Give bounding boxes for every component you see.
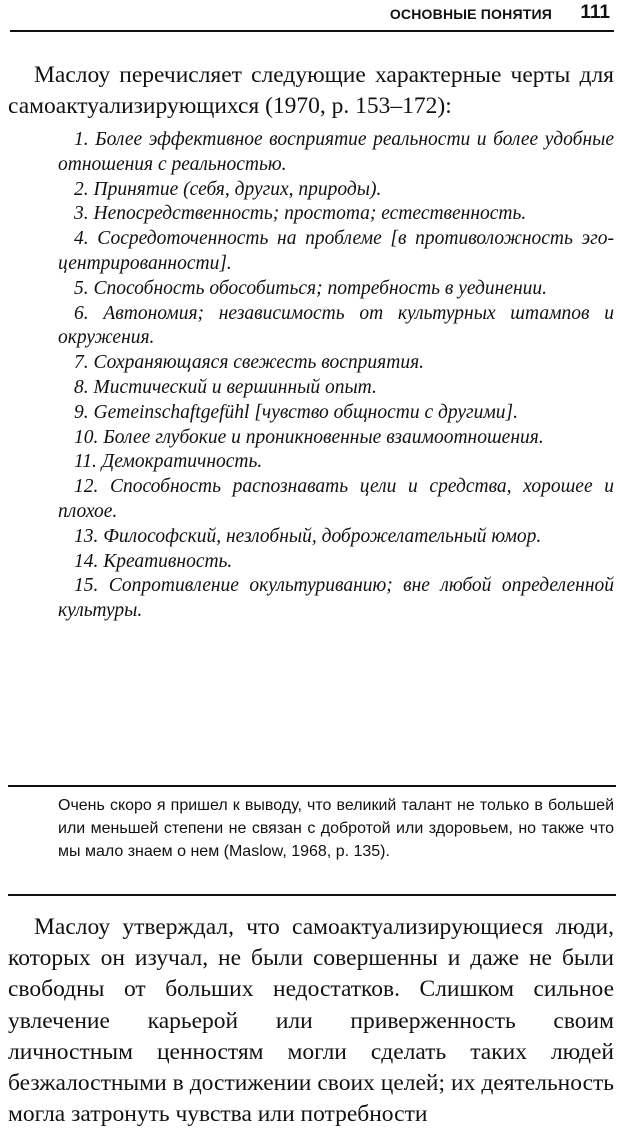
trait-item: 3. Непосредственность; простота; естественность. [74,203,527,225]
trait-item: 11. Демократичность. [74,451,263,473]
trait-item: 14. Креативность. [74,550,233,572]
trait-item: 2. Принятие (себя, других, природы). [74,178,382,200]
traits-list [58,128,614,624]
quote-bottom-divider [8,894,616,896]
page-header [10,0,614,32]
intro-paragraph: Маслоу перечисляет следующие характерные черты для самоактуализирующихся (1970, p. 153–172): [8,62,614,119]
trait-item: 6. Автономия; независимость от культурных штампов и окружения. [58,302,614,349]
trait-item: 5. Способность обособиться; потребность в уединении. [74,277,548,299]
trait-item: 9. Gemeinschaftgefühl [чувство общности с другими]. [74,401,519,423]
maslow-quote: Очень скоро я пришел к выводу, что великий талант не только в большей или меньшей степени не связан с добротой или здоровьем, но также что мы мало знаем о нем (Maslow, 1968, p. 135). [58,797,614,860]
page-number: 111 [580,2,610,23]
body-paragraph: Маслоу утверждал, что самоактуализирующиеся люди, которых он изучал, не были совершенны и даже не были свободны от больших недостатков. Слишком сильное увлечение карьерой или приверженность своим личностным ценностям могли сделать таких людей безжалостными в достижении своих целей; их деятельность могла затронуть чувства или потребности [8,914,614,1128]
trait-item: 13. Философский, незлобный, доброжелательный юмор. [74,525,542,547]
trait-item: 10. Более глубокие и проникновенные взаимоотношения. [74,426,544,448]
running-section-title: ОСНОВНЫЕ ПОНЯТИЯ [389,6,552,22]
trait-item: 7. Сохраняющаяся свежесть восприятия. [74,352,425,374]
trait-item: 15. Сопротивление окультуриванию; вне любой определенной культуры. [58,575,614,622]
quote-top-divider [8,785,616,787]
trait-item: 12. Способность распознавать цели и средства, хорошее и плохое. [58,476,614,522]
trait-item: 4. Сосредоточенность на проблеме [в противоложность эго-центрированности]. [58,228,614,274]
trait-item: 1. Более эффективное восприятие реальности и более удобные отношения с реальностью. [58,129,614,175]
trait-item: 8. Мистический и вершинный опыт. [74,376,377,398]
